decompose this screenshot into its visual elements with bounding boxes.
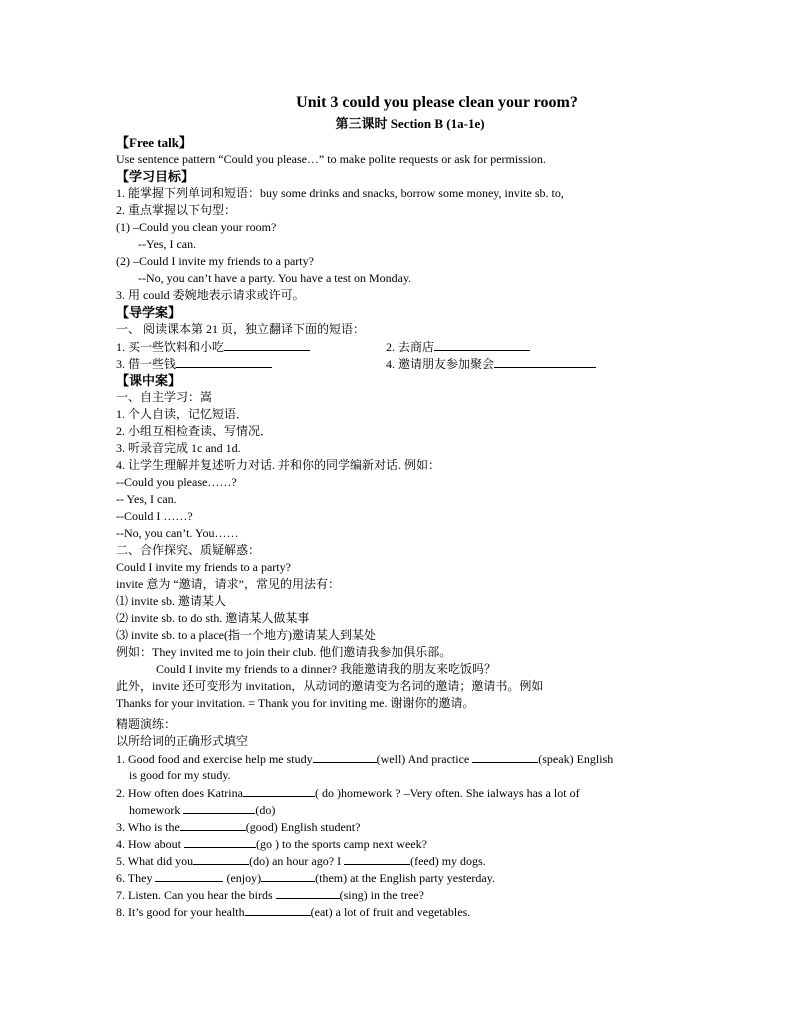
- question-6: 6. They (enjoy) (them) at the English party yesterday.: [116, 871, 495, 885]
- question-1-cont: is good for my study.: [129, 768, 231, 782]
- class-heading: 【课中案】: [116, 373, 182, 388]
- answer-blank[interactable]: [180, 818, 246, 831]
- phrase-left: 1. 买一些饮料和小吃: [116, 340, 225, 354]
- goal-item: 1. 能掌握下列单词和短语：buy some drinks and snacks, borrow some money, invite sb. to,: [116, 186, 564, 200]
- question-7: 7. Listen. Can you hear the birds (sing) in the tree?: [116, 888, 424, 902]
- answer-blank[interactable]: [344, 852, 410, 865]
- goal-item: (1) –Could you clean your room?: [116, 220, 277, 234]
- worksheet: [116, 92, 686, 920]
- phrase-right: 2. 去商店: [386, 340, 435, 354]
- answer-blank[interactable]: [494, 355, 596, 368]
- answer-blank[interactable]: [276, 886, 340, 899]
- goals-heading: 【学习目标】: [116, 169, 195, 184]
- goal-item: 3. 用 could 委婉地表示请求或许可。: [116, 288, 305, 302]
- practice-heading: 精题演练：: [116, 717, 177, 731]
- answer-blank[interactable]: [155, 869, 223, 882]
- phrase-left: 3. 借一些钱: [116, 357, 177, 371]
- phrase-row: [116, 355, 686, 372]
- dialog-line: --No, you can’t. You……: [116, 526, 239, 540]
- self-study-heading: 一、自主学习：嵩: [116, 390, 213, 404]
- answer-blank[interactable]: [245, 903, 311, 916]
- question-5: 5. What did you (do) an hour ago? I (feed) my dogs.: [116, 854, 486, 868]
- explore-line: Thanks for your invitation. = Thank you for inviting me. 谢谢你的邀请。: [116, 696, 475, 710]
- explore-line: ⑵ invite sb. to do sth. 邀请某人做某事: [116, 611, 310, 625]
- guide-intro: 一、 阅读课本第 21 页，独立翻译下面的短语：: [116, 322, 366, 336]
- question-4: 4. How about (go ) to the sports camp next week?: [116, 837, 427, 851]
- answer-blank[interactable]: [224, 338, 310, 351]
- answer-blank[interactable]: [434, 338, 530, 351]
- free-talk-heading: 【Free talk】: [116, 135, 192, 150]
- answer-blank[interactable]: [184, 835, 256, 848]
- free-talk-text: Use sentence pattern “Could you please…” to make polite requests or ask for permission.: [116, 152, 546, 166]
- question-8: 8. It’s good for your health (eat) a lot of fruit and vegetables.: [116, 905, 471, 919]
- class-item: 2. 小组互相检查读、写情况．: [116, 424, 273, 438]
- explore-line: Could I invite my friends to a dinner? 我能邀请我的朋友来吃饭吗？: [156, 662, 496, 676]
- explore-line: ⑶ invite sb. to a place(指一个地方)邀请某人到某处: [116, 628, 376, 642]
- explore-line: 此外，invite 还可变形为 invitation，从动词的邀请变为名词的邀请；邀请书。例如: [116, 679, 544, 693]
- page-subtitle: 第三课时 Section B (1a-1e): [335, 116, 485, 131]
- answer-blank[interactable]: [313, 750, 377, 763]
- answer-blank[interactable]: [193, 852, 249, 865]
- question-1: 1. Good food and exercise help me study (well) And practice (speak) English: [116, 752, 614, 766]
- question-3: 3. Who is the (good) English student?: [116, 820, 361, 834]
- explore-line: 例如：They invited me to join their club. 他们邀请我参加俱乐部。: [116, 645, 452, 659]
- explore-heading: 二、合作探究、质疑解惑：: [116, 543, 261, 557]
- goal-item: 2. 重点掌握以下句型：: [116, 203, 237, 217]
- goal-item: --No, you can’t have a party. You have a test on Monday.: [138, 271, 412, 285]
- phrase-right: 4. 邀请朋友参加聚会: [386, 357, 495, 371]
- answer-blank[interactable]: [261, 869, 315, 882]
- guide-heading: 【导学案】: [116, 305, 182, 320]
- class-item: 3. 听录音完成 1c and 1d.: [116, 441, 241, 455]
- explore-line: invite 意为 “邀请，请求”，常见的用法有：: [116, 577, 340, 591]
- answer-blank[interactable]: [176, 355, 272, 368]
- answer-blank[interactable]: [472, 750, 538, 763]
- explore-line: Could I invite my friends to a party?: [116, 560, 291, 574]
- explore-line: ⑴ invite sb. 邀请某人: [116, 594, 226, 608]
- goal-item: --Yes, I can.: [138, 237, 197, 251]
- dialog-line: --Could I ……?: [116, 509, 193, 523]
- dialog-line: --Could you please……?: [116, 475, 237, 489]
- dialog-line: -- Yes, I can.: [116, 492, 177, 506]
- answer-blank[interactable]: [183, 801, 255, 814]
- class-item: 1. 个人自读，记忆短语．: [116, 407, 249, 421]
- question-2: 2. How often does Katrina ( do )homework ? –Very often. She ialways has a lot of: [116, 786, 580, 800]
- phrase-row: [116, 338, 686, 355]
- question-2-cont: homework (do): [129, 803, 276, 817]
- class-item: 4. 让学生理解并复述听力对话. 并和你的同学编新对话. 例如：: [116, 458, 441, 472]
- answer-blank[interactable]: [243, 784, 315, 797]
- practice-instruction: 以所给词的正确形式填空: [116, 734, 249, 748]
- goal-item: (2) –Could I invite my friends to a party?: [116, 254, 314, 268]
- page-title: Unit 3 could you please clean your room?: [296, 94, 578, 111]
